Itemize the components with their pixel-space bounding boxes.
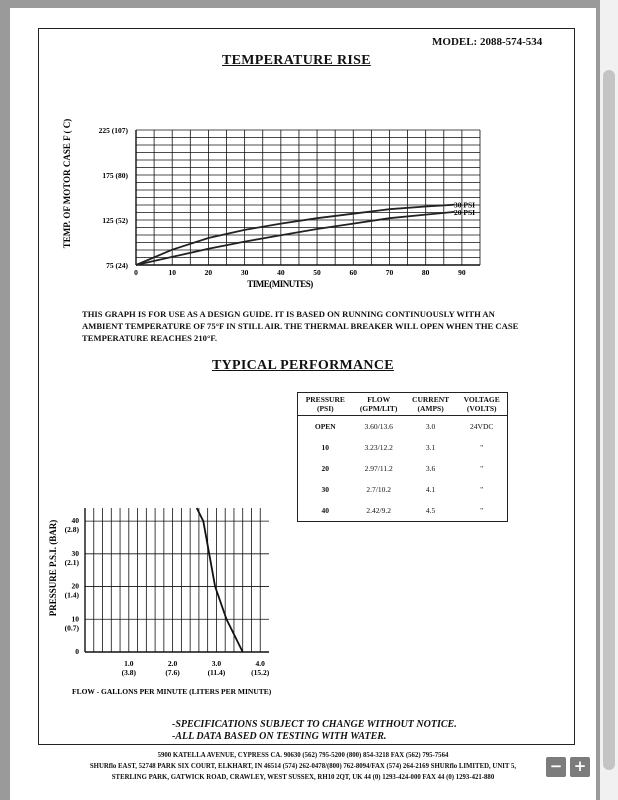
cell-voltage: " — [480, 443, 484, 453]
x-tick-label: 60 — [349, 268, 358, 277]
x-tick-label: 20 — [204, 268, 213, 277]
x-tick-label: 10 — [168, 268, 176, 277]
series-label: 30 PSI — [454, 200, 476, 210]
cell-pressure: 40 — [321, 505, 330, 515]
spec-note: -SPECIFICATIONS SUBJECT TO CHANGE WITHOUT NOTICE. — [172, 719, 457, 730]
y-tick-label: 75 (24) — [106, 261, 128, 270]
y-tick-label: 40 — [71, 516, 79, 526]
cell-flow: 2.97/11.2 — [364, 463, 393, 473]
cell-voltage: " — [480, 505, 484, 515]
y-tick-label: 225 (107) — [98, 126, 128, 135]
y-tick-label-bar: (0.7) — [64, 623, 79, 633]
x-tick-label-lpm: (3.8) — [121, 668, 136, 677]
cell-voltage: " — [480, 484, 484, 494]
x-tick-label-lpm: (11.4) — [207, 668, 226, 677]
cell-flow: 2.42/9.2 — [366, 505, 391, 515]
y-tick-label: 175 (80) — [102, 171, 128, 180]
header-pressure: PRESSURE (PSI) — [298, 393, 353, 416]
model-number: MODEL: 2088-574-534 — [432, 36, 543, 48]
cell-current: 4.1 — [425, 484, 436, 494]
y-tick-label-bar: (1.4) — [64, 590, 79, 600]
zoom-in-button[interactable]: + — [570, 757, 590, 777]
design-guide-note: THIS GRAPH IS FOR USE AS A DESIGN GUIDE. IT IS BASED ON RUNNING CONTINUOUSLY WITH AN AMBIENT TEMPERATURE OF 75°F IN STILL AIR. THE THERMAL BREAKER WILL OPEN WHEN THE CASE TEMPERATURE REACHES 210°F. — [82, 309, 519, 343]
temperature-rise-title: TEMPERATURE RISE — [222, 53, 371, 68]
y-tick-label: 125 (52) — [102, 216, 128, 225]
footer-line: STERLING PARK, GATWICK ROAD, CRAWLEY, WEST SUSSEX, RH10 2QT, UK 44 (0) 1293-424-000 FAX 44 (0) 1293-421-880 — [111, 774, 495, 781]
x-tick-label: 1.0 — [124, 659, 134, 668]
cell-pressure: 10 — [321, 443, 330, 453]
footer-line: 5900 KATELLA AVENUE, CYPRESS CA. 90630 (562) 795-5200 (800) 854-3218 FAX (562) 795-7564 — [157, 752, 449, 759]
cell-current: 3.6 — [425, 463, 436, 473]
footer-line: SHURflo EAST, 52748 PARK SIX COURT, ELKHART, IN 46514 (574) 262-0478/(800) 762-8094/FAX (574) 264-2169 SHURflo LIMITED, UNIT 5, — [89, 763, 517, 770]
x-tick-label-lpm: (7.6) — [165, 668, 180, 677]
y-tick-label-bar: (2.1) — [64, 557, 79, 567]
header-voltage: VOLTAGE (VOLTS) — [456, 393, 507, 416]
pressure-flow-chart — [10, 8, 596, 728]
x-axis-label: TIME(MINUTES) — [247, 279, 313, 289]
x-tick-label: 0 — [134, 268, 138, 277]
y-tick-label: 20 — [71, 581, 79, 591]
series-label: 20 PSI — [454, 207, 476, 217]
cell-pressure: OPEN — [314, 422, 336, 432]
cell-current: 4.5 — [425, 505, 436, 515]
x-tick-label: 80 — [421, 268, 430, 277]
y-tick-label: 30 — [71, 548, 79, 558]
x-tick-label: 70 — [385, 268, 394, 277]
cell-voltage: 24VDC — [470, 422, 494, 432]
x-tick-label: 50 — [313, 268, 321, 277]
x-tick-label-lpm: (15.2) — [251, 668, 270, 677]
cell-flow: 3.60/13.6 — [364, 422, 393, 432]
zoom-out-button[interactable]: − — [546, 757, 566, 777]
typical-performance-title: TYPICAL PERFORMANCE — [212, 358, 394, 373]
x-tick-label: 40 — [277, 268, 285, 277]
y-axis-label: PRESSURE P.S.I. (BAR) — [48, 519, 58, 617]
x-axis-label: FLOW - GALLONS PER MINUTE (LITERS PER MINUTE) — [72, 687, 272, 696]
y-axis-label: TEMP. OF MOTOR CASE F ( C) — [62, 118, 72, 249]
pressure-flow-curve — [197, 508, 243, 652]
spec-note: -ALL DATA BASED ON TESTING WITH WATER. — [172, 731, 387, 742]
document-page — [10, 8, 596, 800]
x-tick-label: 2.0 — [167, 659, 178, 668]
x-tick-label: 90 — [458, 268, 466, 277]
header-current: CURRENT (AMPS) — [405, 393, 457, 416]
cell-pressure: 30 — [321, 484, 330, 494]
y-tick-label: 0 — [75, 647, 79, 656]
y-tick-label-bar: (2.8) — [64, 525, 79, 535]
x-tick-label: 3.0 — [211, 659, 222, 668]
footer-addresses — [10, 750, 596, 783]
cell-current: 3.1 — [425, 443, 436, 453]
y-tick-label: 10 — [71, 614, 79, 624]
x-tick-label: 4.0 — [255, 659, 265, 668]
cell-current: 3.0 — [425, 422, 436, 432]
cell-flow: 2.7/10.2 — [366, 484, 391, 494]
specifications-notes — [172, 719, 457, 743]
cell-pressure: 20 — [321, 463, 330, 473]
header-flow: FLOW (GPM/LIT) — [353, 393, 405, 416]
x-tick-label: 30 — [240, 268, 249, 277]
scrollbar-thumb[interactable] — [603, 70, 615, 770]
cell-voltage: " — [480, 463, 484, 473]
cell-flow: 3.23/12.2 — [364, 443, 393, 453]
